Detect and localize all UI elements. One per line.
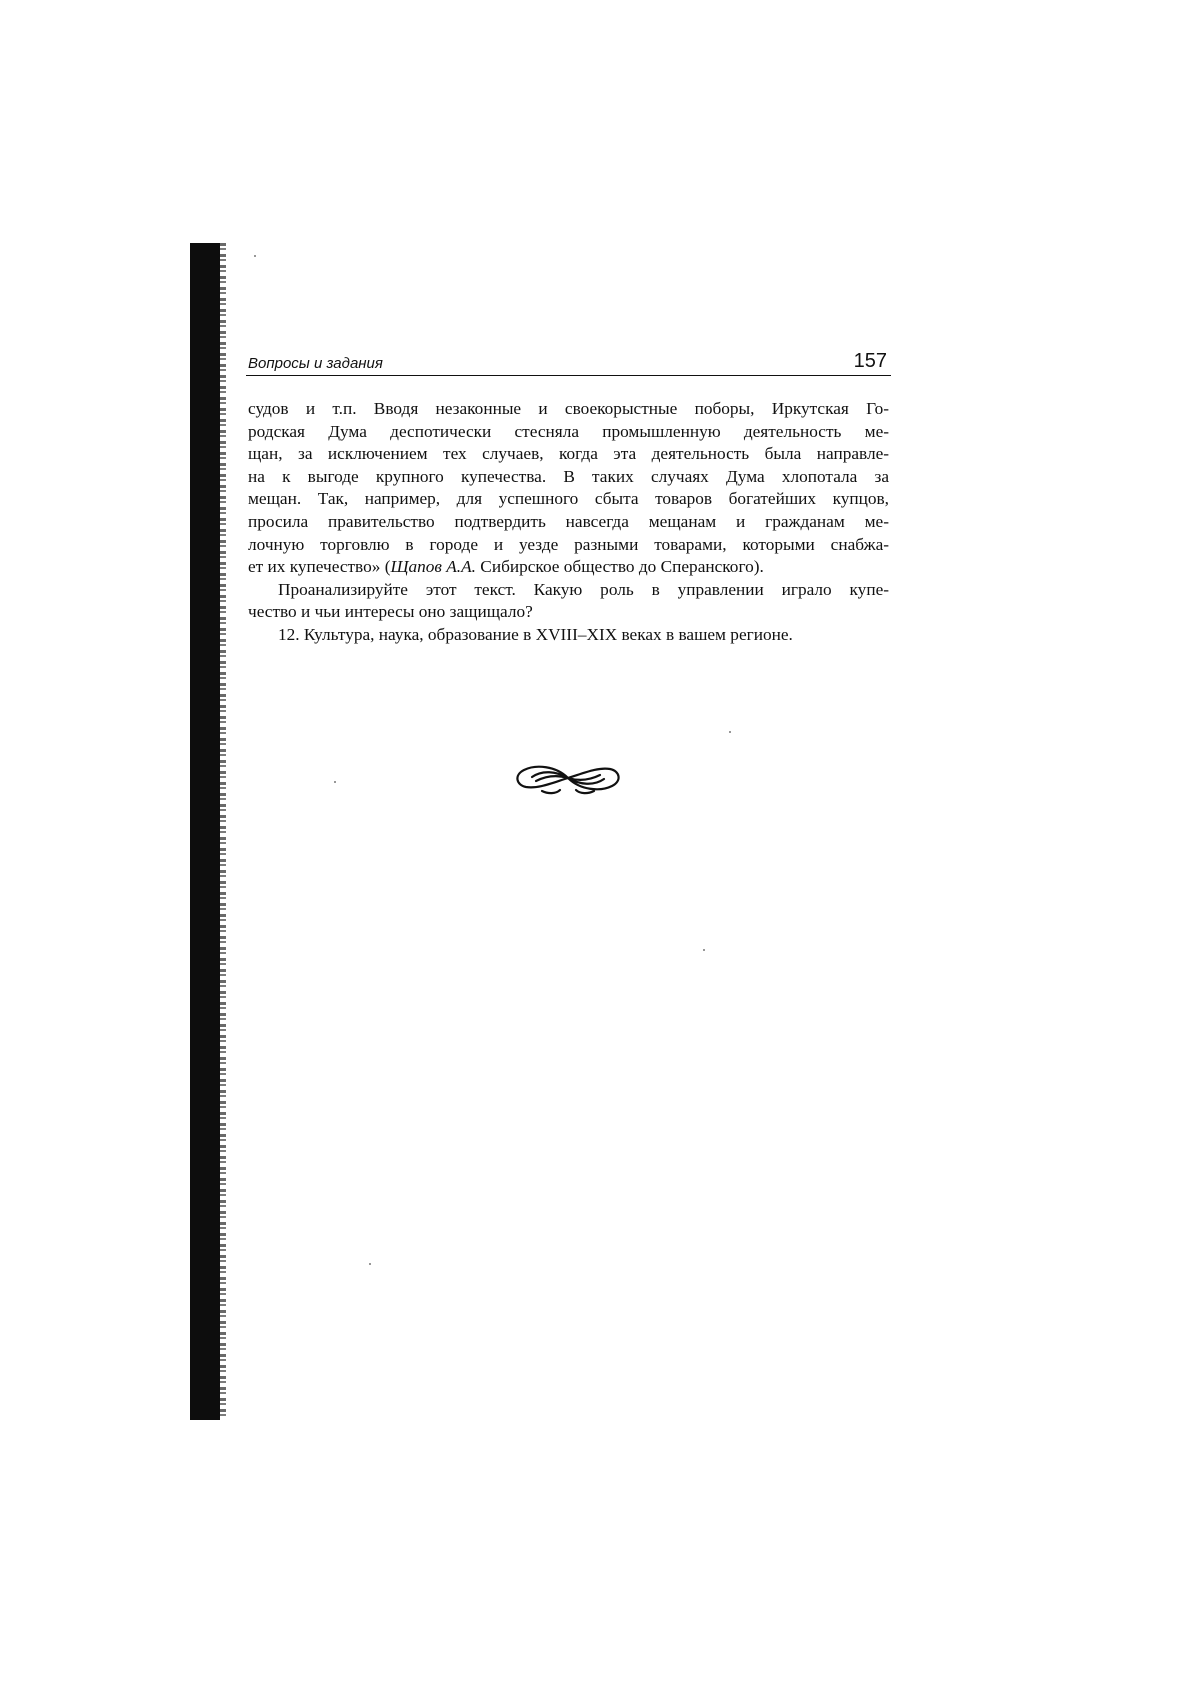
- text-line: просила правительство подтвердить навсегда мещанам и гражданам ме-: [248, 511, 889, 531]
- list-item-12: 12. Культура, наука, образование в XVIII–XIX веках в вашем регионе.: [278, 624, 793, 644]
- scan-speck: [703, 949, 705, 951]
- text-line: судов и т.п. Вводя незаконные и своекорыстные поборы, Иркутская Го-: [248, 399, 889, 418]
- running-title: Вопросы и задания: [248, 355, 383, 372]
- citation-text-before: ет их купечество» (: [248, 557, 391, 577]
- text-line: на к выгоде крупного купечества. В таких случаях Дума хлопотала за: [248, 466, 889, 486]
- flourish-ornament-icon: [512, 757, 624, 799]
- scan-speck: [369, 1263, 371, 1265]
- scan-binding-shadow: [190, 243, 220, 1420]
- main-text: [248, 398, 889, 647]
- scan-speck: [334, 781, 336, 783]
- question-line: чество и чьи интересы оно защищало?: [248, 602, 533, 622]
- citation-author: Щапов А.А.: [390, 557, 476, 577]
- page-header: [246, 347, 891, 376]
- question-line: Проанализируйте этот текст. Какую роль в управлении играло купе-: [278, 579, 889, 599]
- text-line: щан, за исключением тех случаев, когда эта деятельность была направле-: [248, 444, 889, 464]
- page-number: 157: [853, 350, 887, 372]
- scan-speck: [254, 255, 256, 257]
- text-line: мещан. Так, например, для успешного сбыта товаров богатейших купцов,: [248, 489, 889, 509]
- citation-line: [248, 556, 889, 579]
- text-line: лочную торговлю в городе и уезде разными товарами, которыми снабжа-: [248, 534, 889, 554]
- citation-text-after: Сибирское общество до Сперанского).: [475, 557, 764, 577]
- scan-speck: [729, 731, 731, 733]
- text-line: родская Дума деспотически стесняла промышленную деятельность ме-: [248, 421, 889, 441]
